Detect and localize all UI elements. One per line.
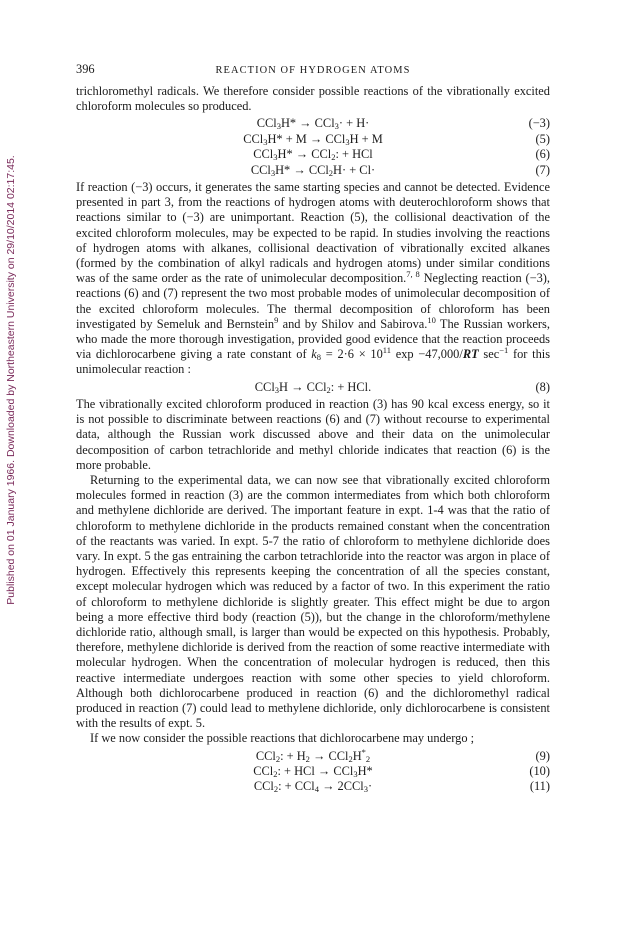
equation-minus-3 bbox=[76, 116, 550, 131]
paragraph-3: The vibrationally excited chloroform produced in reaction (3) has 90 kcal excess energy, so it is not possible to discriminate between reactions (6) and (7) without recourse to experimental data, although the Russian work discussed above and their data on the unimolecular decomposition of carbon tetrachloride and methyl chloride indicates that reaction (6) is the more probable. bbox=[76, 397, 550, 472]
equation-number: (7) bbox=[535, 162, 550, 177]
equation-7 bbox=[76, 163, 550, 178]
equation-number: (5) bbox=[535, 131, 550, 146]
equation-number: (−3) bbox=[528, 116, 550, 131]
equation-10 bbox=[76, 764, 550, 779]
equation-formula: CCl$_2$: + $H_2 \to CCl_2H^*_2$ bbox=[255, 746, 371, 764]
equation-formula: CCl$_2$: + HCl → CCl$_3$H* bbox=[253, 764, 373, 780]
running-header bbox=[76, 62, 550, 79]
paragraph-5: If we now consider the possible reactions that dichlorocarbene may undergo ; bbox=[90, 731, 475, 746]
equation-9 bbox=[76, 746, 550, 764]
equation-block-3 bbox=[76, 746, 550, 795]
equation-6 bbox=[76, 147, 550, 162]
equation-formula: CCl$_3$H* + M → CCl$_3$H + M bbox=[243, 131, 383, 147]
equation-formula: CCl$_3$H → CCl$_2$: + HCl. bbox=[254, 379, 372, 395]
equation-number: (11) bbox=[529, 779, 550, 794]
equation-8 bbox=[76, 380, 550, 395]
paragraph-4: Returning to the experimental data, we can now see that vibrationally excited chloroform molecules formed in reaction (3) are the common intermediates from which both chloroform and methylene dichloride are derived. The important feature in expt. 1-4 was that the ratio of chloroform to methylene dichloride in the products remained constant when the concentration of the reactants was varied. In expt. 5-7 the ratio of chloroform to methylene dichloride does vary. In expt. 5 the gas entraining the carbon tetrachloride into the reactor was argon in place of hydrogen. Effectively this represents keeping the concentration of all the species constant, except molecular hydrogen which was reduced by a factor of two. In this experiment the ratio of chloroform to methylene dichloride is slightly greater. This effect might be due to argon being a more effective third body (reaction (5)), but the change in the chloroform/methylene dichloride ratio, although small, is larger than would be expected on this hypothesis. Probably, therefore, methylene dichloride is derived from the reaction of some reactive intermediate with molecular hydrogen. When the concentration of molecular hydrogen is reduced, then this reactive intermediate undergoes reaction with some other species to yield chloroform. Although both dichlorocarbene produced in reaction (6) and the dichloromethyl radical produced in reaction (7) could lead to methylene dichloride, only dichlorocarbene is consistent with the results of expt. 5. bbox=[76, 473, 550, 731]
paragraph-2: If reaction (−3) occurs, it generates the same starting species and cannot be detected. Evidence presented in part 3, from the reactions of hydrogen atoms with deuterochloroform shows that reactions similar to (−3) are unimportant. Reaction (5), the collisional deactivation of the excited chloroform molecules, may be expected to be rapid. In studies involving the reactions of hydrogen atoms with alkanes, collisional deactivation of vibrationally excited alkanes (formed by the combination of alkyl radicals and hydrogen atoms) under similar conditions was of the same order as the rate of unimolecular decomposition.$^{7, 8}$ Neglecting reaction (−3), reactions (6) and (7) represent the two most probable modes of unimolecular decomposition of the excited chloroform molecules. The thermal decomposition of chloroform has been investigated by Semeluk and Bernstein$^9$ and by Shilov and Sabirova.$^{10}$ The Russian workers, who made the more thorough investigation, provided good evidence that the reaction proceeds via dichlorocarbene giving a rate constant of $k_8 = 2\cdot 6 \times 10^{11}$ exp −47,000/RT $\sec^{-1}$ for this unimolecular reaction : bbox=[76, 179, 551, 377]
running-title: REACTION OF HYDROGEN ATOMS bbox=[215, 65, 411, 76]
equation-number: (9) bbox=[535, 748, 550, 763]
watermark-text: Published on 01 January 1966. Downloaded by Northeastern University on 29/10/2014 02:17:45. bbox=[5, 155, 17, 605]
equation-number: (6) bbox=[535, 147, 550, 162]
equation-block-1 bbox=[76, 116, 550, 178]
equation-11 bbox=[76, 779, 550, 794]
equation-number: (10) bbox=[529, 764, 550, 779]
equation-block-2 bbox=[76, 380, 550, 395]
download-watermark bbox=[0, 150, 22, 610]
equation-formula: CCl$_2$: + CCl$_4$ → 2CCl$_3$· bbox=[253, 779, 373, 795]
paragraph-1: trichloromethyl radicals. We therefore consider possible reactions of the vibrationally excited chloroform molecules so produced. bbox=[76, 84, 550, 114]
paper-page bbox=[76, 62, 550, 797]
page-number: 396 bbox=[76, 62, 95, 76]
equation-formula: CCl$_3$H* → CCl$_3$· + H· bbox=[256, 116, 370, 132]
equation-formula: CCl$_3$H* → CCl$_2$: + HCl bbox=[253, 147, 373, 163]
equation-5 bbox=[76, 132, 550, 147]
equation-formula: CCl$_3$H* → CCl$_2$H· + Cl· bbox=[250, 162, 376, 178]
equation-number: (8) bbox=[535, 379, 550, 394]
